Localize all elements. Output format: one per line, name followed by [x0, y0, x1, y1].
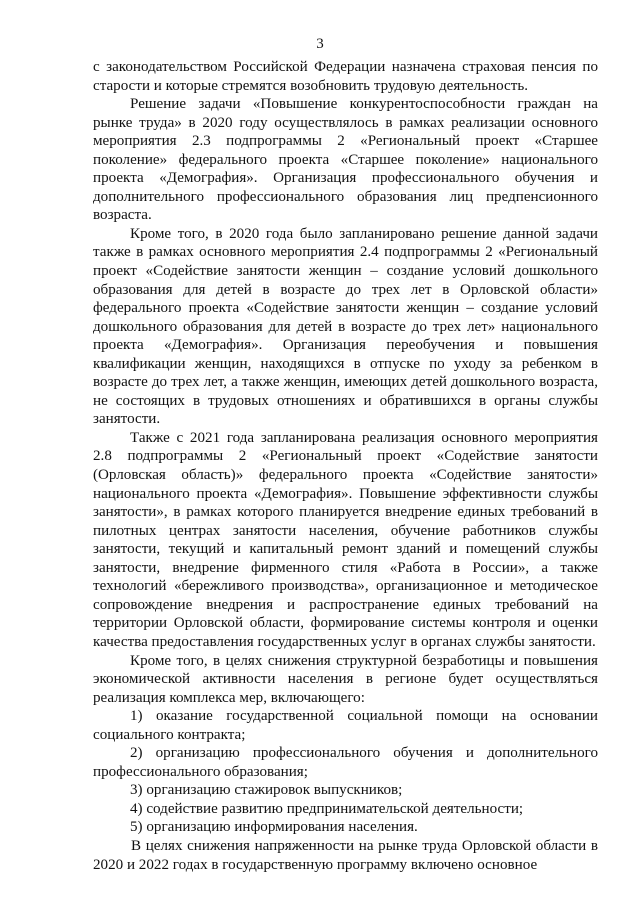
list-item-professional-training: 2) организацию профессионального обучения и дополнительного профессионального образования; — [93, 745, 598, 780]
page-number: 3 — [316, 36, 324, 52]
document-body — [93, 58, 598, 874]
paragraph-employment-promotion-project: Также с 2021 года запланирована реализация основного мероприятия 2.8 подпрограммы 2 «Региональный проект «Содействие занятости (Орловская область)» федерального проекта «Содействие занятости» национального проекта «Демография». Повышение эффективности службы занятости», в рамках которого планируется внедрение единых требований в пилотных центрах занятости населения, обучение работников службы занятости, текущий и капитальный ремонт зданий и помещений службы занятости, внедрение фирменного стиля «Работа в России», а также технологий «бережливого производства», организационное и методическое сопровождение внедрения и распространение единых требований на территории Орловской области, формирование системы контроля и оценки качества предоставления государственных услуг в органах службы занятости. — [93, 429, 598, 650]
paragraph-pension-continuation: с законодательством Российской Федерации назначена страховая пенсия по старости и которые стремятся возобновить трудовую деятельность. — [93, 59, 598, 94]
list-item-entrepreneurship: 4) содействие развитию предпринимательской деятельности; — [130, 800, 524, 817]
paragraph-measures-intro: Кроме того, в целях снижения структурной безработицы и повышения экономической активности населения в регионе будет осуществляться реализация комплекса мер, включающего: — [93, 652, 598, 706]
list-item-social-contract: 1) оказание государственной социальной помощи на основании социального контракта; — [93, 708, 598, 743]
paragraph-women-employment-project: Кроме того, в 2020 года было запланировано решение данной задачи также в рамках основного мероприятия 2.4 подпрограммы 2 «Региональный проект «Содействие занятости женщин – создание условий дошкольного образования для детей в возрасте до трех лет в Орловской области» федерального проекта «Содействие занятости женщин – создание условий дошкольного образования для детей в возрасте до трех лет» национального проекта «Демография». Организация переобучения и повышения квалификации женщин, находящихся в отпуске по уходу за ребенком в возрасте до трех лет, а также женщин, имеющих детей дошкольного возраста, не состоящих в трудовых отношениях и обратившихся в органы службы занятости. — [93, 225, 598, 428]
paragraph-senior-generation-project: Решение задачи «Повышение конкурентоспособности граждан на рынке труда» в 2020 году осуществлялось в рамках реализации основного мероприятия 2.3 подпрограммы 2 «Региональный проект «Старшее поколение» федерального проекта «Старшее поколение» национального проекта «Демография». Организация профессионального обучения и дополнительного профессионального образования лиц предпенсионного возраста. — [93, 96, 598, 224]
paragraph-labor-market-tension: В целях снижения напряженности на рынке труда Орловской области в 2020 и 2022 годах в государственную программу включено основное — [93, 837, 598, 873]
list-item-internships: 3) организацию стажировок выпускников; — [130, 782, 403, 799]
list-item-public-information: 5) организацию информирования населения. — [130, 819, 418, 836]
